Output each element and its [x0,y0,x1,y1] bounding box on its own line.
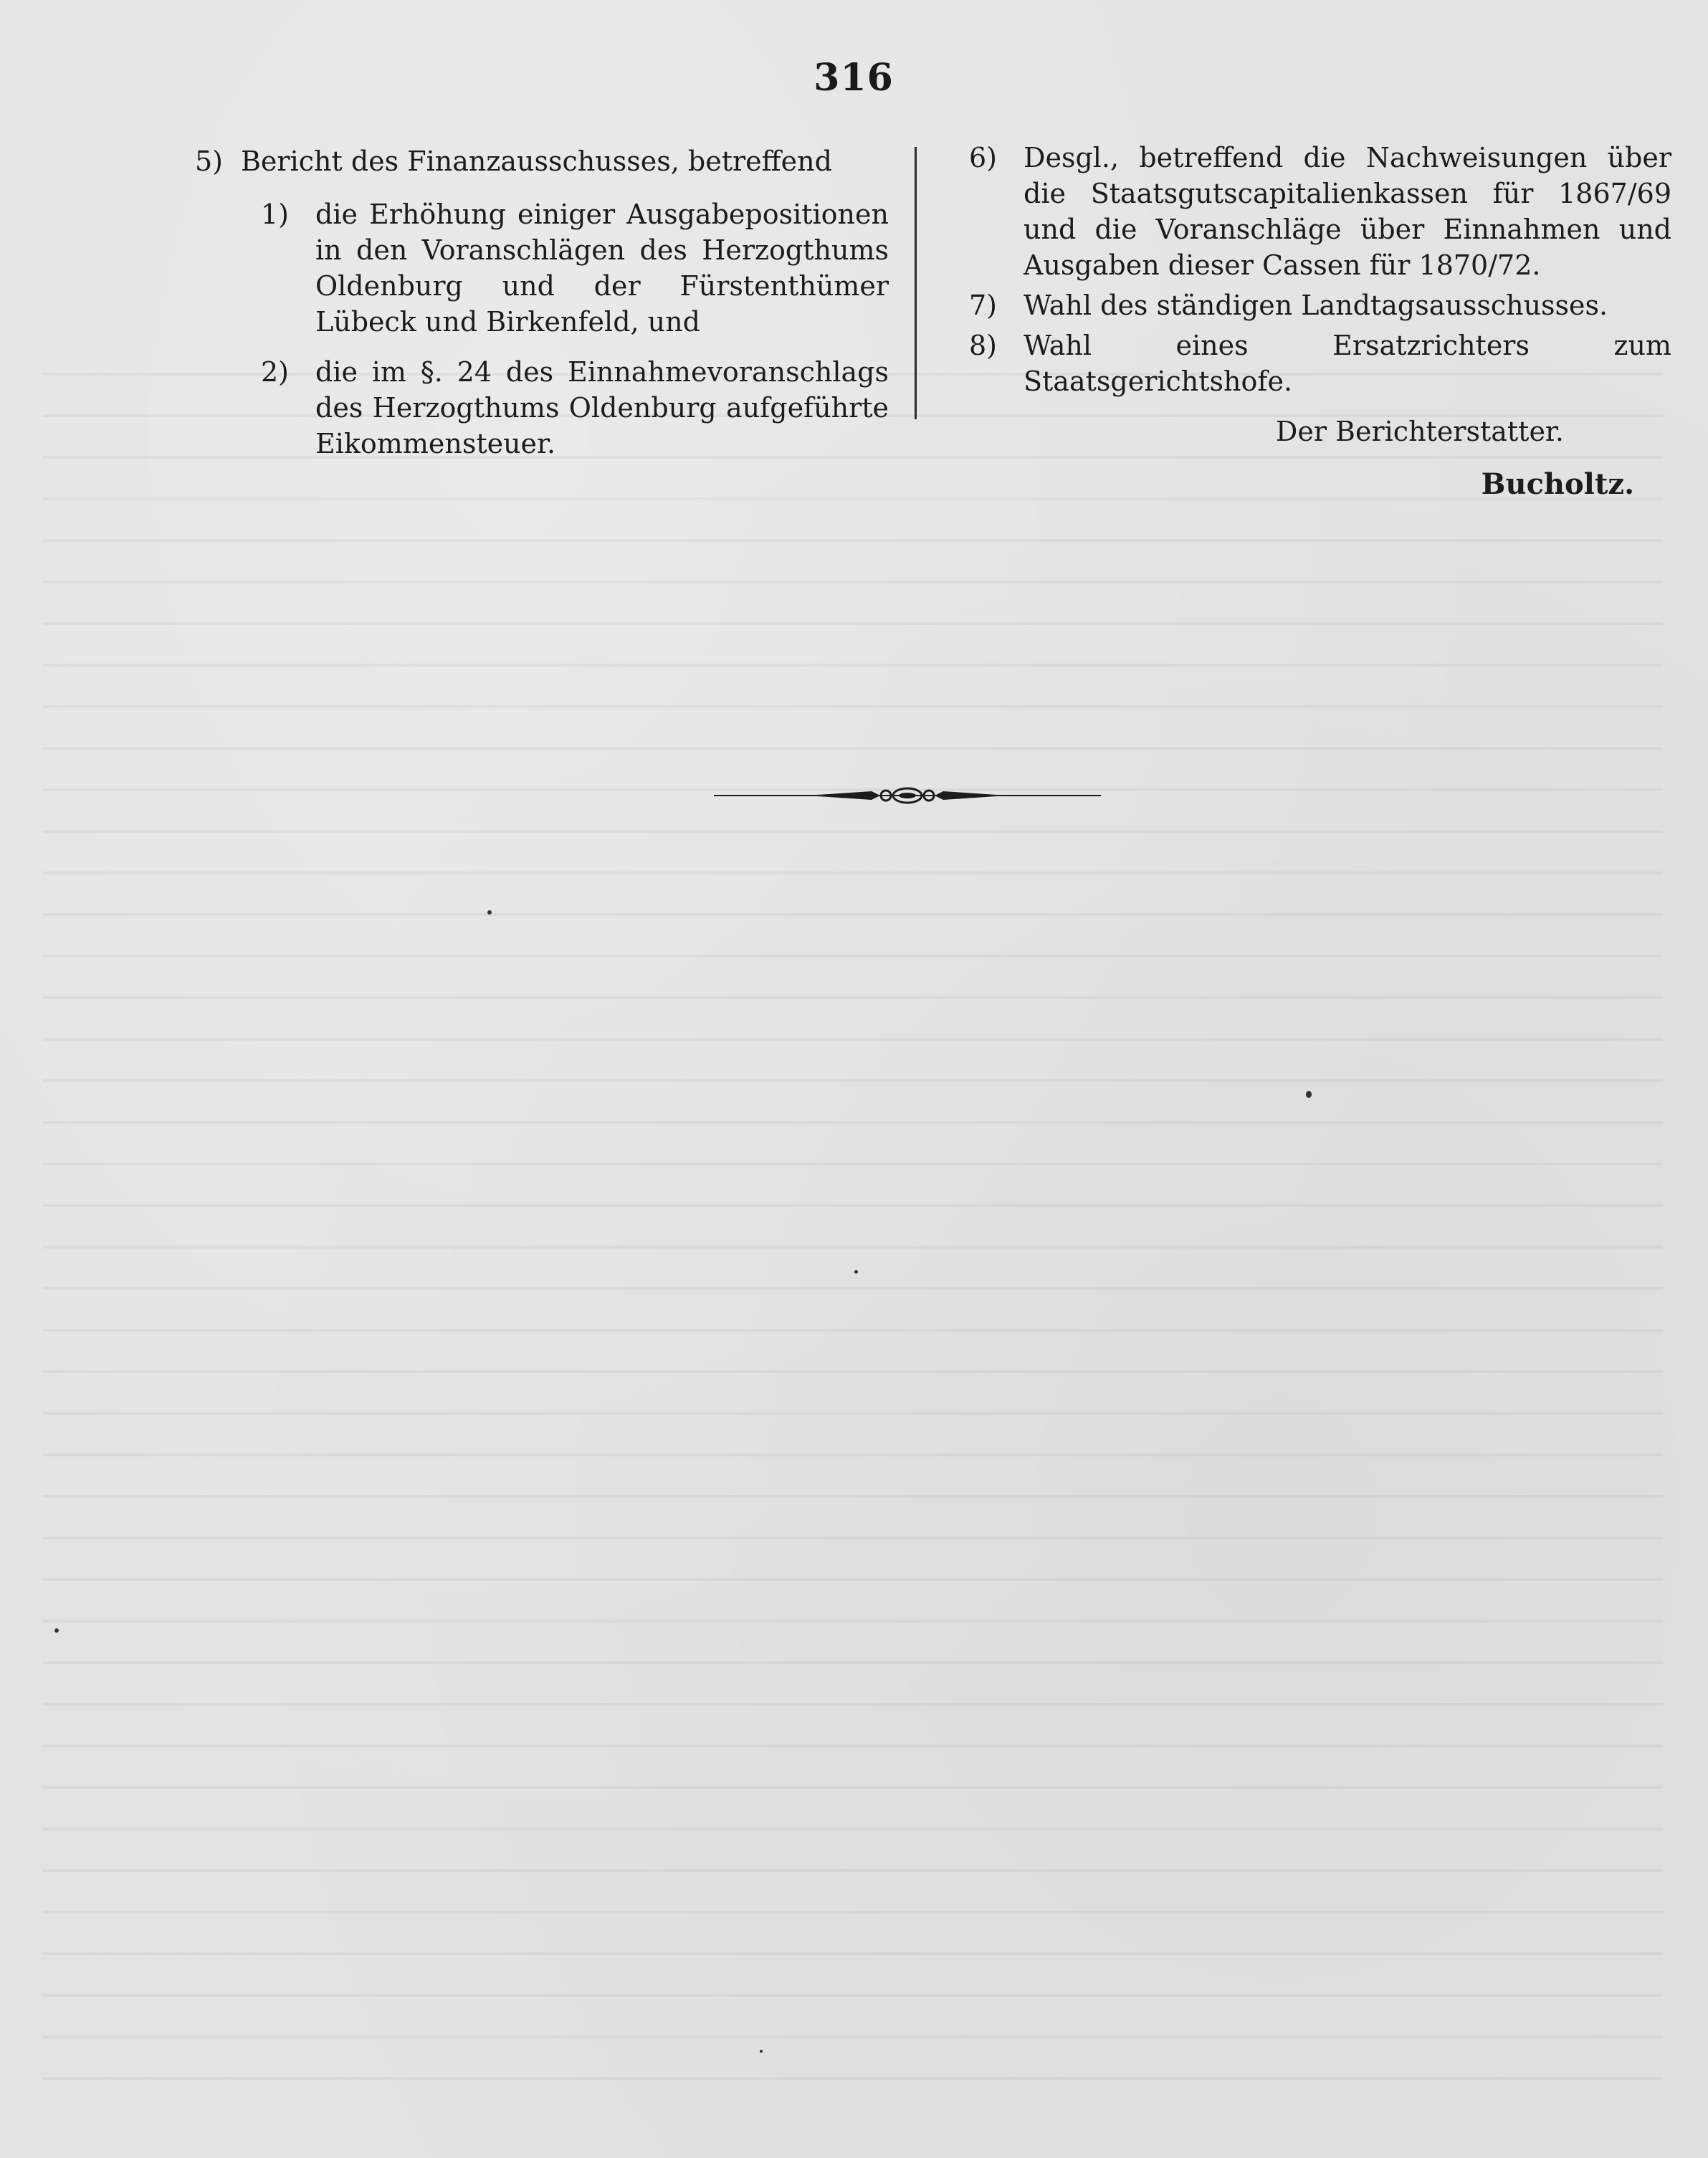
agenda-subitem-2 [261,354,889,462]
bleed-through-texture [43,373,1663,2093]
paper-speck [854,1270,858,1274]
subitem-number: 2) [261,356,290,388]
ornament-divider-icon [714,781,1101,810]
agenda-item-7 [969,287,1671,323]
right-column [969,140,1671,502]
paper-speck [760,2050,763,2053]
item-number: 7) [969,290,998,321]
column-divider [915,147,917,419]
subitem-text: die Erhöhung einiger Ausgabepositionen in den Voranschlägen des Herzogthums Oldenburg und der Fürstenthümer Lübeck und Birkenfeld, und [315,199,889,338]
page-number: 316 [814,56,894,100]
left-column [195,143,889,462]
paper-speck [54,1628,59,1633]
agenda-item-6 [969,140,1671,283]
item-number: 8) [969,330,998,361]
agenda-subitem-1 [261,196,889,340]
paper-speck [487,910,492,915]
reporter-signature: Bucholtz. [1481,467,1634,501]
item-text: Wahl des ständigen Landtagsausschusses. [1024,290,1608,321]
subitem-number: 1) [261,199,290,230]
reporter-label: Der Berichterstatter. [1275,416,1564,447]
item-number: 6) [969,142,998,173]
paper-speck [1306,1091,1312,1098]
subitem-text: die im §. 24 des Einnahmevoranschlags des Herzogthums Oldenburg aufgeführte Eikommensteuer. [315,356,889,459]
item-text: Bericht des Finanzausschusses, betreffend [241,145,832,177]
item-number: 5) [195,145,224,177]
agenda-item-5 [195,143,889,179]
item-text: Desgl., betreffend die Nachweisungen über die Staatsgutscapitalienkassen für 1867/69 und die Voranschläge über Einnahmen und Ausgaben dieser Cassen für 1870/72. [1024,142,1671,281]
item-text: Wahl eines Ersatzrichters zum Staatsgerichtshofe. [1024,330,1671,397]
agenda-item-8 [969,328,1671,399]
